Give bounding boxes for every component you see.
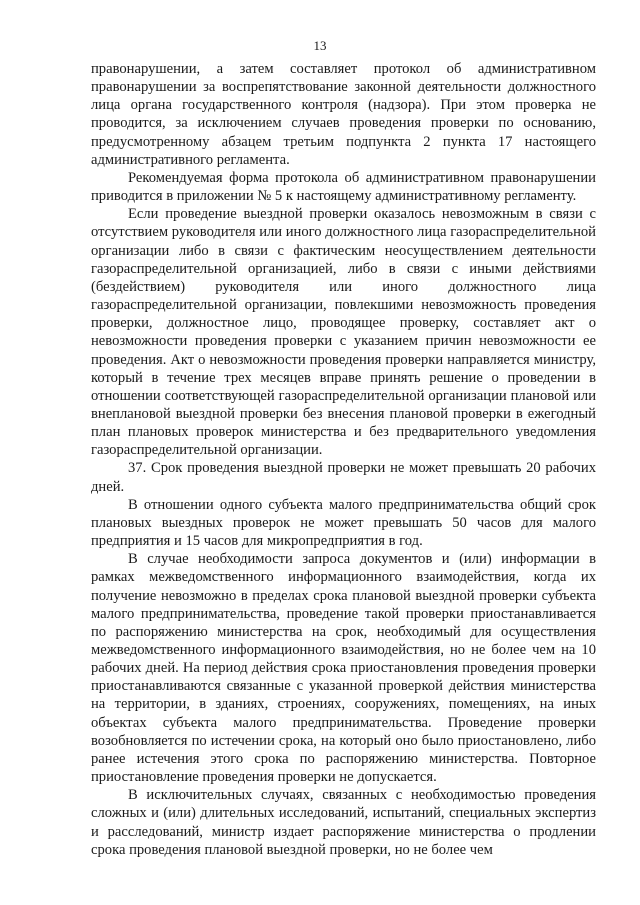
paragraph-inspection-impossible: Если проведение выездной проверки оказалось невозможным в связи с отсутствием руководителя или иного должностного лица газораспределительной организации либо в связи с фактическим неосуществлением деятельности газораспределительной организацией, либо в связи с иными действиями (бездействием) руководителя или иного должностного лица газораспределительной организации, повлекшими невозможность проведения проверки, должностное лицо, проводящее проверку, составляет акт о невозможности проведения проверки с указанием причин невозможности ее проведения. Акт о невозможности проведения проверки направляется министру, который в течение трех месяцев вправе принять решение о проведении в отношении соответствующей газораспределительной организации плановой или внеплановой выездной проверки без внесения плановой проверки в ежегодный план плановых проверок министерства и без предварительного уведомления газораспределительной организации. [91, 206, 596, 459]
paragraph-small-business-limit: В отношении одного субъекта малого предпринимательства общий срок плановых выездных проверок не может превышать 50 часов для малого предприятия и 15 часов для микропредприятия в год. [91, 496, 596, 550]
paragraph-suspension: В случае необходимости запроса документов и (или) информации в рамках межведомственного информационного взаимодействия, когда их получение невозможно в пределах срока плановой выездной проверки субъекта малого предпринимательства, проведение такой проверки приостанавливается по распоряжению министерства на срок, необходимый для осуществления межведомственного информационного взаимодействия, но не более чем на 10 рабочих дней. На период действия срока приостановления проведения проверки приостанавливаются связанные с указанной проверкой действия министерства на территории, в зданиях, строениях, сооружениях, помещениях, на иных объектах субъекта малого предпринимательства. Проведение проверки возобновляется по истечении срока, на который оно было приостановлено, либо ранее истечения этого срока по распоряжению министерства. Повторное приостановление проведения проверки не допускается. [91, 551, 596, 786]
paragraph-protocol-form: Рекомендуемая форма протокола об административном правонарушении приводится в приложении № 5 к настоящему административному регламенту. [91, 169, 596, 205]
paragraph-exceptional-cases: В исключительных случаях, связанных с необходимостью проведения сложных и (или) длительных исследований, испытаний, специальных экспертиз и расследований, министр издает распоряжение министерства о продлении срока проведения плановой выездной проверки, но не более чем [91, 787, 596, 858]
page-number: 13 [313, 38, 327, 53]
paragraph-continuation: правонарушении, а затем составляет протокол об административном правонарушении за воспрепятствование законной деятельности должностного лица органа государственного контроля (надзора). При этом проверка не проводится, за исключением случаев проведения проверки по основанию, предусмотренному абзацем третьим подпункта 2 пункта 17 настоящего административного регламента. [91, 61, 596, 168]
document-body [91, 60, 596, 859]
paragraph-item-37: 37. Срок проведения выездной проверки не может превышать 20 рабочих дней. [91, 460, 596, 495]
